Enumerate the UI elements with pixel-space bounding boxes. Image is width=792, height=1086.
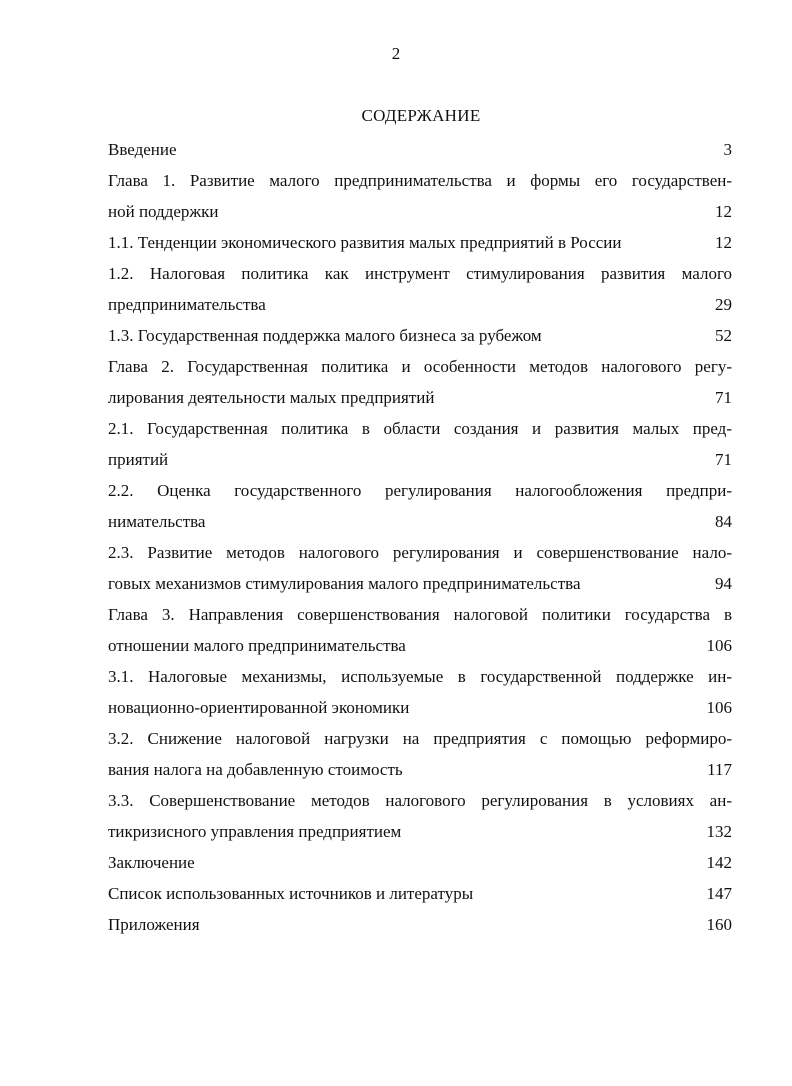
toc-entry-text: предпринимательства	[108, 295, 266, 314]
toc-entry-text: Приложения	[108, 915, 200, 934]
toc-entry-text: 2.2. Оценка государственного регулирования налогообложения предпри-	[108, 481, 732, 500]
toc-page-number: 71	[715, 388, 732, 407]
toc-entry	[108, 661, 732, 723]
toc-entry-text: 3.2. Снижение налоговой нагрузки на предприятия с помощью реформиро-	[108, 729, 732, 748]
toc-entry-row	[108, 878, 732, 909]
toc-page-number: 106	[706, 636, 732, 655]
toc-entry	[108, 475, 732, 537]
toc-entry	[108, 599, 732, 661]
toc-entry	[108, 723, 732, 785]
toc-entry-row	[108, 909, 732, 940]
toc-entry-text: Глава 2. Государственная политика и особенности методов налогового регу-	[108, 357, 732, 376]
toc-entry	[108, 227, 732, 258]
toc-page-number: 3	[723, 140, 732, 159]
toc-entry-row	[108, 568, 732, 599]
toc-entry-text: 1.1. Тенденции экономического развития малых предприятий в России	[108, 233, 622, 252]
toc-page-number: 94	[715, 574, 732, 593]
toc-entry-text: тикризисного управления предприятием	[108, 822, 402, 841]
toc-entry-text: Список использованных источников и литературы	[108, 884, 474, 903]
toc-entry	[108, 909, 732, 940]
toc-entry-text: 1.2. Налоговая политика как инструмент стимулирования развития малого	[108, 264, 732, 283]
toc-entry-text: Глава 3. Направления совершенствования налоговой политики государства в	[108, 605, 732, 624]
toc-entry-text: 2.1. Государственная политика в области создания и развития малых пред-	[108, 419, 732, 438]
toc-entry-row	[108, 816, 732, 847]
toc-entry-text: лирования деятельности малых предприятий	[108, 388, 435, 407]
toc-entry-text: Глава 1. Развитие малого предпринимательства и формы его государствен-	[108, 171, 732, 190]
toc-entry-text: приятий	[108, 450, 169, 469]
toc-entry-row	[108, 227, 732, 258]
toc-title: СОДЕРЖАНИЕ	[361, 106, 481, 125]
toc-page-number: 147	[706, 884, 732, 903]
toc-entry	[108, 537, 732, 599]
toc-entry-text: нимательства	[108, 512, 206, 531]
toc-entry	[108, 351, 732, 413]
toc-entry-text: новационно-ориентированной экономики	[108, 698, 410, 717]
toc-page-number: 142	[706, 853, 732, 872]
toc-page-number: 71	[715, 450, 732, 469]
toc-entry-text: отношении малого предпринимательства	[108, 636, 406, 655]
toc-entry-text: 2.3. Развитие методов налогового регулирования и совершенствование нало-	[108, 543, 732, 562]
toc-entry-row	[108, 320, 732, 351]
toc-entry-row	[108, 444, 732, 475]
toc-entry-row	[108, 289, 732, 320]
toc-entry-text: Заключение	[108, 853, 195, 872]
toc-entry-row	[108, 506, 732, 537]
toc-entry-text: ной поддержки	[108, 202, 219, 221]
toc-entry	[108, 134, 732, 165]
toc-page-number: 12	[715, 202, 732, 221]
toc-entry	[108, 847, 732, 878]
page-number: 2	[391, 44, 401, 63]
toc-entry-text: говых механизмов стимулирования малого предпринимательства	[108, 574, 581, 593]
toc-entry-text: 1.3. Государственная поддержка малого бизнеса за рубежом	[108, 326, 542, 345]
toc-entry-row	[108, 692, 732, 723]
toc-page-number: 160	[706, 915, 732, 934]
toc-entry	[108, 413, 732, 475]
toc-entry-text: 3.3. Совершенствование методов налогового регулирования в условиях ан-	[108, 791, 732, 810]
toc-entry-row	[108, 754, 732, 785]
toc-entry-row	[108, 630, 732, 661]
toc-entry	[108, 165, 732, 227]
toc-entry-row	[108, 382, 732, 413]
toc-page-number: 12	[715, 233, 732, 252]
toc-page-number: 84	[715, 512, 732, 531]
toc-entry-row	[108, 847, 732, 878]
table-of-contents	[108, 134, 732, 940]
toc-entry-text: Введение	[108, 140, 177, 159]
toc-entry-row	[108, 134, 732, 165]
toc-page-number: 132	[706, 822, 732, 841]
toc-entry-text: 3.1. Налоговые механизмы, используемые в государственной поддержке ин-	[108, 667, 732, 686]
toc-page-number: 52	[715, 326, 732, 345]
toc-page-number: 106	[706, 698, 732, 717]
toc-entry	[108, 258, 732, 320]
toc-entry	[108, 320, 732, 351]
toc-entry-text: вания налога на добавленную стоимость	[108, 760, 403, 779]
toc-entry	[108, 785, 732, 847]
toc-entry	[108, 878, 732, 909]
toc-entry-row	[108, 196, 732, 227]
toc-page-number: 117	[707, 760, 732, 779]
toc-page-number: 29	[715, 295, 732, 314]
